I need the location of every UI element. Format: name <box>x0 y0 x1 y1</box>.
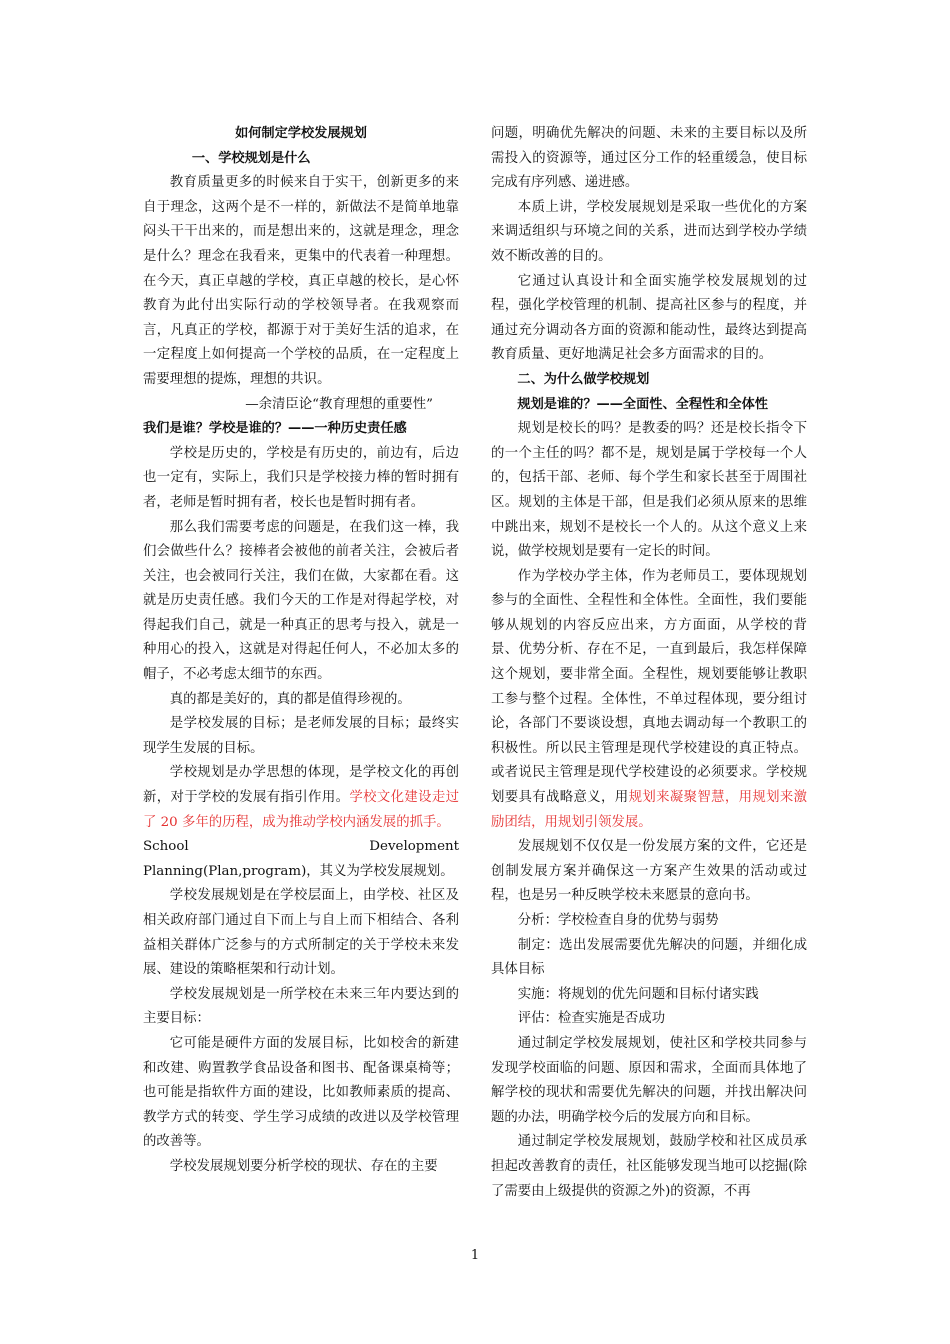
document-title: 如何制定学校发展规划 <box>235 126 367 141</box>
paragraph: 问题，明确优先解决的问题、未来的主要目标以及所需投入的资源等，通过区分工作的轻重缓急，使目标完成有序列感、递进感。 <box>491 126 807 191</box>
paragraph-text: 学校规划是办学思想的体现，是学校文化的再创新，对于学校的发展有指引作用。 <box>143 765 459 806</box>
highlighted-text: 学校文化建设走过了 20 多年的历程，成为推动学校内涵发展的抓手。 <box>143 790 460 830</box>
section-heading-2: 二、为什么做学校规划 <box>517 371 650 387</box>
step-implementation: 实施：将规划的优先问题和目标付诸实践 <box>517 986 759 1002</box>
paragraph: 真的都是美好的，真的都是值得珍视的。 <box>169 691 411 707</box>
paragraph: 通过制定学校发展规划，鼓励学校和社区成员承担起改善教育的责任，社区能够发现当地可以挖掘(除了需要由上级提供的资源之外)的资源，不再 <box>491 1134 807 1199</box>
paragraph: 它可能是硬件方面的发展目标，比如校舍的新建和改建、购置教学食品设备和图书、配备课桌椅等；也可能是指软件方面的建设，比如教师素质的提高、教学方式的转变、学生学习成绩的改进以及学校管理的改善等。 <box>143 1035 459 1150</box>
paragraph: 发展规划不仅仅是一份发展方案的文件，它还是创制发展方案并确保这一方案产生效果的活动或过程，也是另一种反映学校未来愿景的意向书。 <box>491 839 807 904</box>
section-heading-1: 一、学校规划是什么 <box>191 150 311 166</box>
paragraph: 那么我们需要考虑的问题是，在我们这一棒，我们会做些什么？接棒者会被他的前者关注，会被后者关注，也会被同行关注，我们在做，大家都在看。这就是历史责任感。我们今天的工作是对得起学校，对得起我们自己，就是一种真正的思考与投入，就是一种用心的投入，这就是对得起任何人，不必加太多的帽子，不必考虑太细节的东西。 <box>143 519 459 683</box>
right-column <box>491 122 807 1204</box>
page-number: 1 <box>470 1248 480 1263</box>
highlighted-text: 规划来凝聚智慧，用规划来激励团结，用规划引领发展。 <box>491 790 808 830</box>
paragraph: 通过制定学校发展规划，使社区和学校共同参与发现学校面临的问题、原因和需求，全面而具体地了解学校的现状和需要优先解决的问题，并找出解决问题的办法，明确学校今后的发展方向和目标。 <box>491 1035 807 1125</box>
paragraph: 它通过认真设计和全面实施学校发展规划的过程，强化学校管理的机制、提高社区参与的程度，并通过充分调动各方面的资源和能动性，最终达到提高教育质量、更好地满足社会多方面需求的目的。 <box>491 273 807 363</box>
paragraph: 本质上讲，学校发展规划是采取一些优化的方案来调适组织与环境之间的关系，进而达到学校办学绩效不断改善的目的。 <box>491 199 807 264</box>
paragraph: 规划是校长的吗？是教委的吗？还是校长指令下的一个主任的吗？都不是，规划是属于学校每一个人的，包括干部、老师、每个学生和家长甚至于周围社区。规划的主体是干部，但是我们必须从原来的思维中跳出来，规划不是校长一个人的。从这个意义上来说，做学校规划是要有一定长的时间。 <box>491 421 807 560</box>
left-column <box>143 122 459 1180</box>
step-formulation: 制定：选出发展需要优先解决的问题，并细化成具体目标 <box>491 937 807 978</box>
paragraph: 学校是历史的，学校是有历史的，前边有，后边也一定有，实际上，我们只是学校接力棒的暂时拥有者，老师是暂时拥有者，校长也是暂时拥有者。 <box>143 445 459 510</box>
paragraph-with-highlight <box>143 761 459 835</box>
step-evaluation: 评估：检查实施是否成功 <box>517 1011 666 1027</box>
paragraph-text: 作为学校办学主体，作为老师员工，要体现规划参与的全面性、全程性和全体性。全面性，我们要能够从规划的内容反应出来，方方面面，从学校的背景、优势分析、存在不足，一直到最后，我怎样保障这个规划，要非常全面。全程性，规划要能够让教职工参与整个过程。全体性，不单过程体现，要分组讨论，各部门不要谈设想，真地去调动每一个教职工的积极性。所以民主管理是现代学校建设的真正特点。或者说民主管理是现代学校建设的必须要求。学校规划要具有战略意义，用 <box>491 568 807 806</box>
subheading-history: 我们是谁？学校是谁的？——一种历史责任感 <box>143 421 407 437</box>
quote-attribution: —余清臣论“教育理想的重要性” <box>245 396 433 412</box>
paragraph: School Development Planning(Plan,program)，其义为学校发展规划。 <box>143 839 459 879</box>
paragraph: 学校发展规划是一所学校在未来三年内要达到的主要目标： <box>143 986 459 1027</box>
step-analysis: 分析：学校检查自身的优势与弱势 <box>517 913 719 928</box>
paragraph: 是学校发展的目标；是老师发展的目标；最终实现学生发展的目标。 <box>143 716 459 756</box>
paragraph-with-highlight <box>491 565 807 836</box>
paragraph: 教育质量更多的时候来自于实干，创新更多的来自于理念，这两个是不一样的，新做法不是简单地靠闷头干干出来的，而是想出来的，这就是理念，理念是什么？理念在我看来，更集中的代表着一种理想。在今天，真正卓越的学校，真正卓越的校长，是心怀教育为此付出实际行动的学校领导者。在我观察而言，凡真正的学校，都源于对于美好生活的追求，在一定程度上如何提高一个学校的品质，在一定程度上需要理想的提炼，理想的共识。 <box>143 175 459 387</box>
paragraph: 学校发展规划要分析学校的现状、存在的主要 <box>169 1158 438 1174</box>
paragraph: 学校发展规划是在学校层面上，由学校、社区及相关政府部门通过自下而上与自上而下相结合、各利益相关群体广泛参与的方式所制定的关于学校未来发展、建设的策略框架和行动计划。 <box>143 888 459 978</box>
subheading-ownership: 规划是谁的？——全面性、全程性和全体性 <box>517 396 768 412</box>
